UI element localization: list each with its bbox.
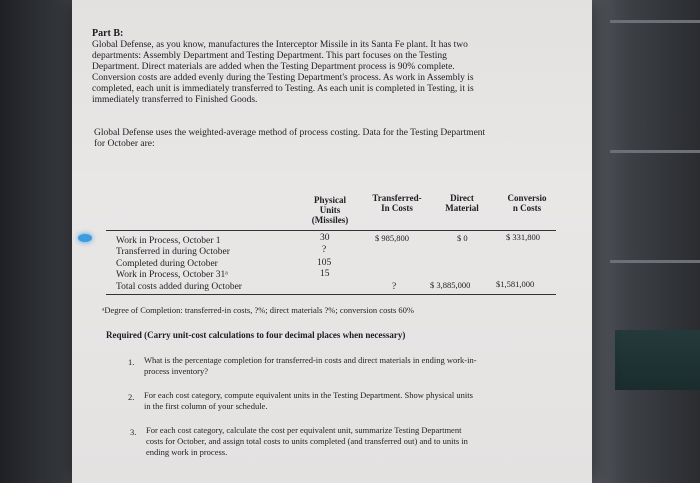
row-label: Transferred in during October (116, 247, 230, 257)
row-label: Work in Process, October 31ᵃ (116, 270, 228, 280)
background-object (615, 330, 700, 390)
question-number: 3. (130, 427, 137, 437)
row-transferred: $ 985,800 (375, 233, 409, 243)
row-label: Completed during October (116, 259, 218, 269)
intro-line: Department. Direct materials are added when the Testing Department process is 90% complete. (92, 62, 455, 72)
intro-paragraph (92, 40, 474, 106)
document-page (72, 0, 592, 483)
row-label: Total costs added during October (116, 282, 242, 292)
part-title: Part B: (92, 28, 124, 39)
intro-line: departments: Assembly Department and Testing Department. This part focuses on the Testing (92, 51, 447, 61)
intro-line: Conversion costs are added evenly during the Testing Department's process. As work in Assembly is (92, 73, 474, 83)
question-number: 1. (128, 357, 135, 367)
background-stripe (610, 260, 700, 263)
question-1: What is the percentage completion for transferred-in costs and direct materials in ending work-in- process inventory? (144, 355, 477, 376)
row-direct: $ 0 (457, 233, 468, 243)
intro-line: completed, each unit is immediately transferred to Testing. As each unit is completed in Testing, it is (92, 84, 474, 94)
table-bottom-rule (106, 294, 556, 295)
row-label: Work in Process, October 1 (116, 236, 221, 246)
header-direct-material: Direct Material (445, 193, 479, 213)
method-paragraph (94, 128, 485, 150)
background-stripe (610, 20, 700, 23)
question-2: For each cost category, compute equivalent units in the Testing Department. Show physical units in the first column of your schedule. (144, 390, 473, 411)
background-right (580, 0, 700, 483)
row-conversion: $ 331,800 (506, 232, 540, 242)
intro-line: Global Defense, as you know, manufactures the Interceptor Missile in its Santa Fe plant. It has two (92, 40, 468, 50)
row-transferred: ? (392, 282, 397, 292)
row-units: ? (322, 245, 327, 255)
table-top-rule (106, 230, 556, 231)
header-conversion-costs: Conversio n Costs (507, 193, 547, 213)
header-transferred-in: Transferred- In Costs (372, 193, 422, 213)
highlight-dot (78, 234, 92, 242)
header-physical-units: Physical Units (Missiles) (311, 195, 349, 225)
question-3: For each cost category, calculate the cost per equivalent unit, summarize Testing Department costs for October, and assign total costs to units completed (and transferred out) and to units in ending work in process. (146, 425, 468, 457)
intro-line: immediately transferred to Finished Goods. (92, 95, 258, 105)
required-heading: Required (Carry unit-cost calculations to four decimal places when necessary) (106, 330, 406, 340)
row-units: 15 (320, 269, 330, 279)
row-units: 30 (320, 233, 330, 243)
row-units: 105 (317, 258, 332, 268)
method-line: Global Defense uses the weighted-average method of process costing. Data for the Testing Department (94, 128, 486, 138)
method-line: for October are: (94, 139, 155, 149)
row-direct: $ 3,885,000 (430, 280, 471, 290)
row-conversion: $1,581,000 (496, 279, 535, 289)
question-number: 2. (128, 392, 135, 402)
background-stripe (610, 150, 700, 153)
footnote: ᵃDegree of Completion: transferred-in costs, ?%; direct materials ?%; conversion costs 60% (102, 305, 415, 315)
